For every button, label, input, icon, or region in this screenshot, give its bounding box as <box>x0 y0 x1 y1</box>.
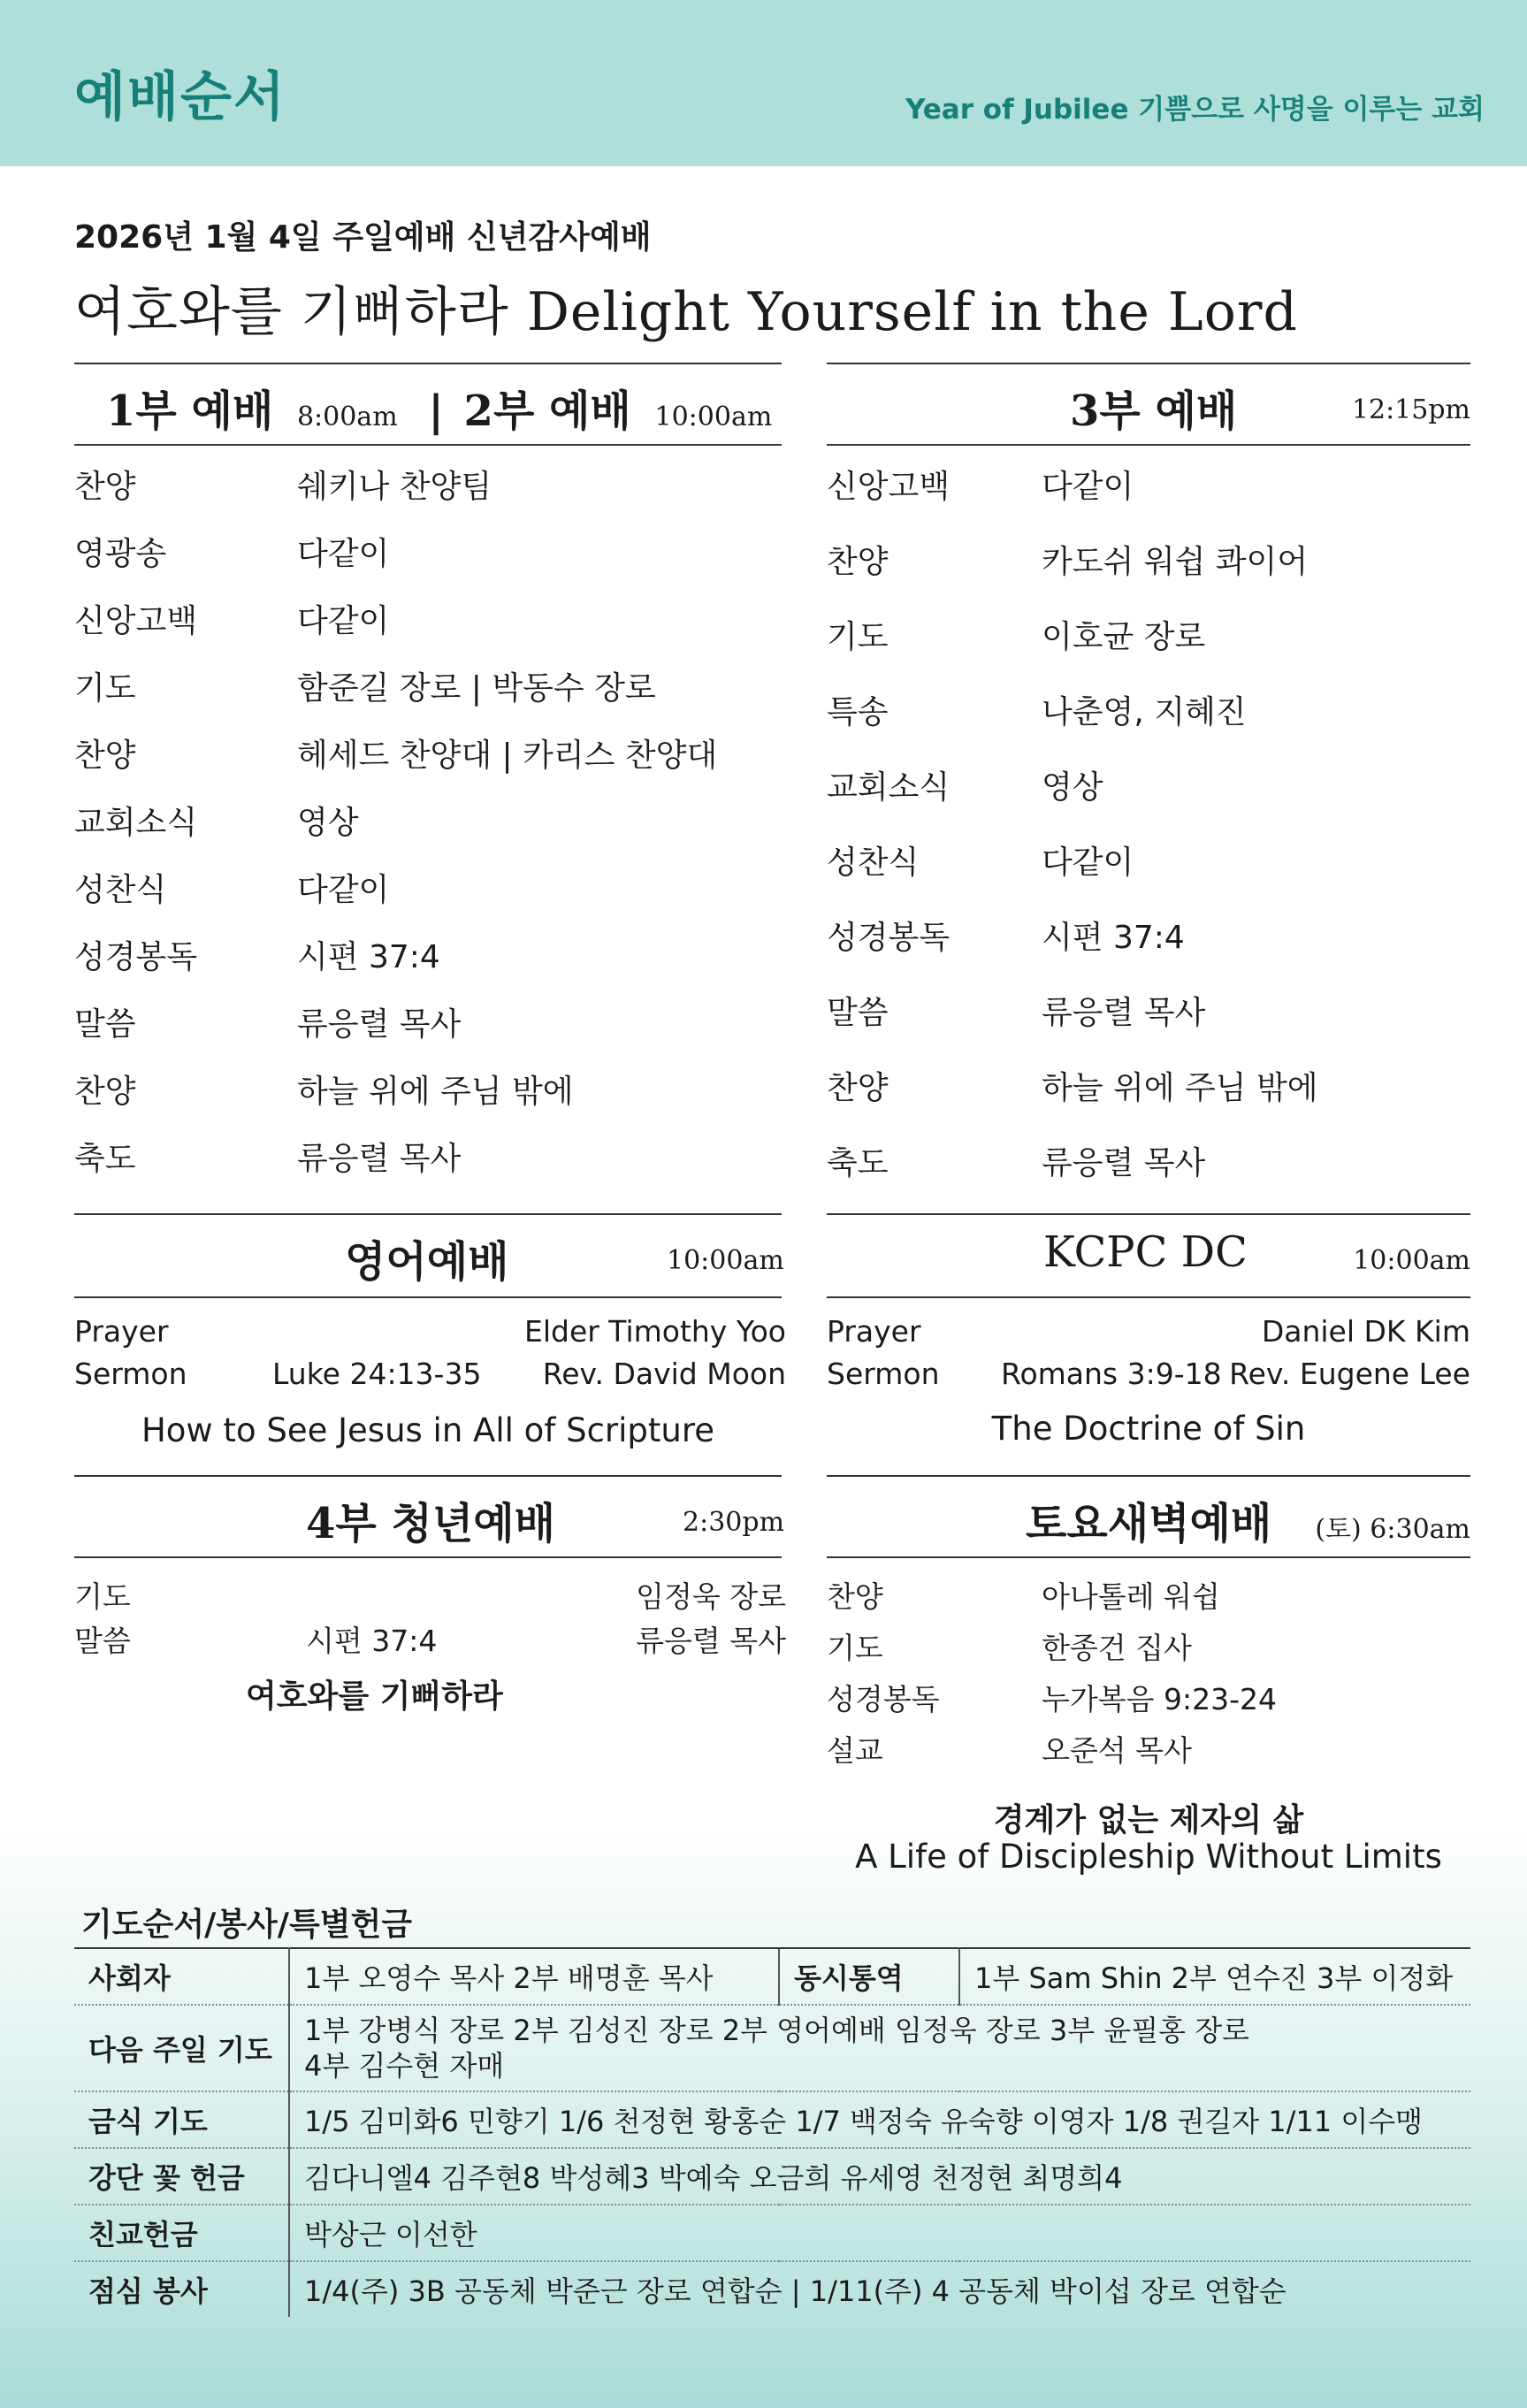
youth-prayer-label: 기도 <box>74 1579 131 1614</box>
emcee-value: 1부 오영수 목사 2부 배명훈 목사 <box>289 1948 779 2005</box>
rule <box>74 1296 782 1298</box>
fast-label: 금식 기도 <box>74 2091 289 2148</box>
time-english: 10:00am <box>667 1245 784 1276</box>
header-title: 예배순서 <box>74 66 286 128</box>
lunch-value: 1/4(주) 3B 공동체 박준근 장로 연합순 | 1/11(주) 4 공동체 박이섭 장로 연합순 <box>304 2274 1286 2308</box>
kcpc-sermon-ref: Romans 3:9-18 <box>1001 1357 1222 1391</box>
kcpc-prayer-label: Prayer <box>827 1314 921 1349</box>
time-saturday: (토) 6:30am <box>1315 1514 1470 1545</box>
time-1bu: 8:00am <box>296 401 398 432</box>
section-head-3bu: 3부 예배 <box>1070 386 1238 436</box>
flower-value: 김다니엘4 김주현8 박성혜3 박예숙 오금희 유세영 천정현 최명희4 <box>289 2148 1470 2205</box>
saturday-title-en: A Life of Discipleship Without Limits <box>855 1838 1442 1876</box>
section-head-saturday: 토요새벽예배 <box>1026 1499 1272 1548</box>
rule <box>74 444 782 446</box>
emcee-label: 사회자 <box>74 1948 289 2005</box>
youth-prayer-name: 임정욱 장로 <box>636 1579 786 1614</box>
head-2bu: 2부 예배 <box>463 386 631 436</box>
duty-title: 기도순서/봉사/특별헌금 <box>81 1907 413 1943</box>
table-row <box>74 2005 1470 2091</box>
youth-sermon-title: 여호와를 기뻐하라 <box>246 1678 503 1715</box>
next-prayer-line1: 1부 강병식 장로 2부 김성진 장로 2부 영어예배 임정욱 장로 3부 윤필홍 장로 <box>304 2014 1250 2047</box>
rule <box>827 1475 1470 1477</box>
section-head-kcpc: KCPC DC <box>1043 1227 1248 1277</box>
english-prayer-label: Prayer <box>74 1314 169 1349</box>
rule <box>827 444 1470 446</box>
flower-label: 강단 꽃 헌금 <box>74 2148 289 2205</box>
rule <box>827 363 1470 364</box>
english-prayer-name: Elder Timothy Yoo <box>523 1314 786 1349</box>
kcpc-sermon-title: The Doctrine of Sin <box>991 1410 1306 1448</box>
youth-sermon-label: 말씀 <box>74 1624 131 1658</box>
rule <box>827 1296 1470 1298</box>
interp-label: 동시통역 <box>779 1948 959 2005</box>
time-kcpc: 10:00am <box>1353 1245 1470 1276</box>
rule <box>74 1475 782 1477</box>
time-youth: 2:30pm <box>683 1507 785 1538</box>
interp-value: 1부 Sam Shin 2부 연수진 3부 이정화 <box>959 1948 1470 2005</box>
time-2bu: 10:00am <box>654 401 773 432</box>
lunch-label: 점심 봉사 <box>74 2261 289 2317</box>
kcpc-sermon-label: Sermon <box>827 1357 940 1391</box>
saturday-title-ko: 경계가 없는 제자의 삶 <box>993 1802 1304 1838</box>
sermon-title: 여호와를 기뻐하라 Delight Yourself in the Lord <box>74 281 1298 343</box>
mission-label: 친교헌금 <box>74 2205 289 2261</box>
table-row <box>74 2148 1470 2205</box>
section-head-1 <box>106 377 772 438</box>
fast-value: 1/5 김미화6 민향기 1/6 천정현 황홍순 1/7 백정숙 유숙향 이영자 1/8 권길자 1/11 이수맹 <box>289 2091 1470 2148</box>
head-1bu: 1부 예배 <box>106 386 274 436</box>
section-head-youth: 4부 청년예배 <box>306 1499 555 1548</box>
duty-table <box>74 1947 1470 2317</box>
english-sermon-title: How to See Jesus in All of Scripture <box>141 1411 715 1449</box>
kcpc-sermon-name: Rev. Eugene Lee <box>1229 1357 1470 1391</box>
english-sermon-label: Sermon <box>74 1357 187 1391</box>
rule <box>827 1556 1470 1558</box>
table-row <box>74 2091 1470 2148</box>
date-line: 2026년 1월 4일 주일예배 신년감사예배 <box>74 219 652 256</box>
kcpc-prayer-name: Daniel DK Kim <box>1261 1314 1470 1349</box>
table-row <box>74 2205 1470 2261</box>
next-prayer-label: 다음 주일 기도 <box>74 2005 289 2091</box>
table-row <box>74 2261 1470 2317</box>
rule <box>74 363 782 364</box>
header-band <box>0 0 1527 166</box>
english-sermon-ref: Luke 24:13-35 <box>272 1357 482 1391</box>
header-tagline: Year of Jubilee 기쁨으로 사명을 이루는 교회 <box>905 94 1485 126</box>
youth-sermon-ref: 시편 37:4 <box>306 1624 438 1658</box>
divider: | <box>428 386 444 436</box>
mission-value: 박상근 이선한 <box>289 2205 1470 2261</box>
youth-sermon-name: 류응렬 목사 <box>636 1624 786 1658</box>
table-row <box>74 1948 1470 2005</box>
rule <box>827 1213 1470 1215</box>
next-prayer-line2: 4부 김수현 자매 <box>304 2049 505 2083</box>
section-head-english: 영어예배 <box>345 1237 509 1287</box>
english-sermon-name: Rev. David Moon <box>542 1357 786 1391</box>
rule <box>74 1556 782 1558</box>
time-3bu: 12:15pm <box>1351 394 1470 425</box>
rule <box>74 1213 782 1215</box>
